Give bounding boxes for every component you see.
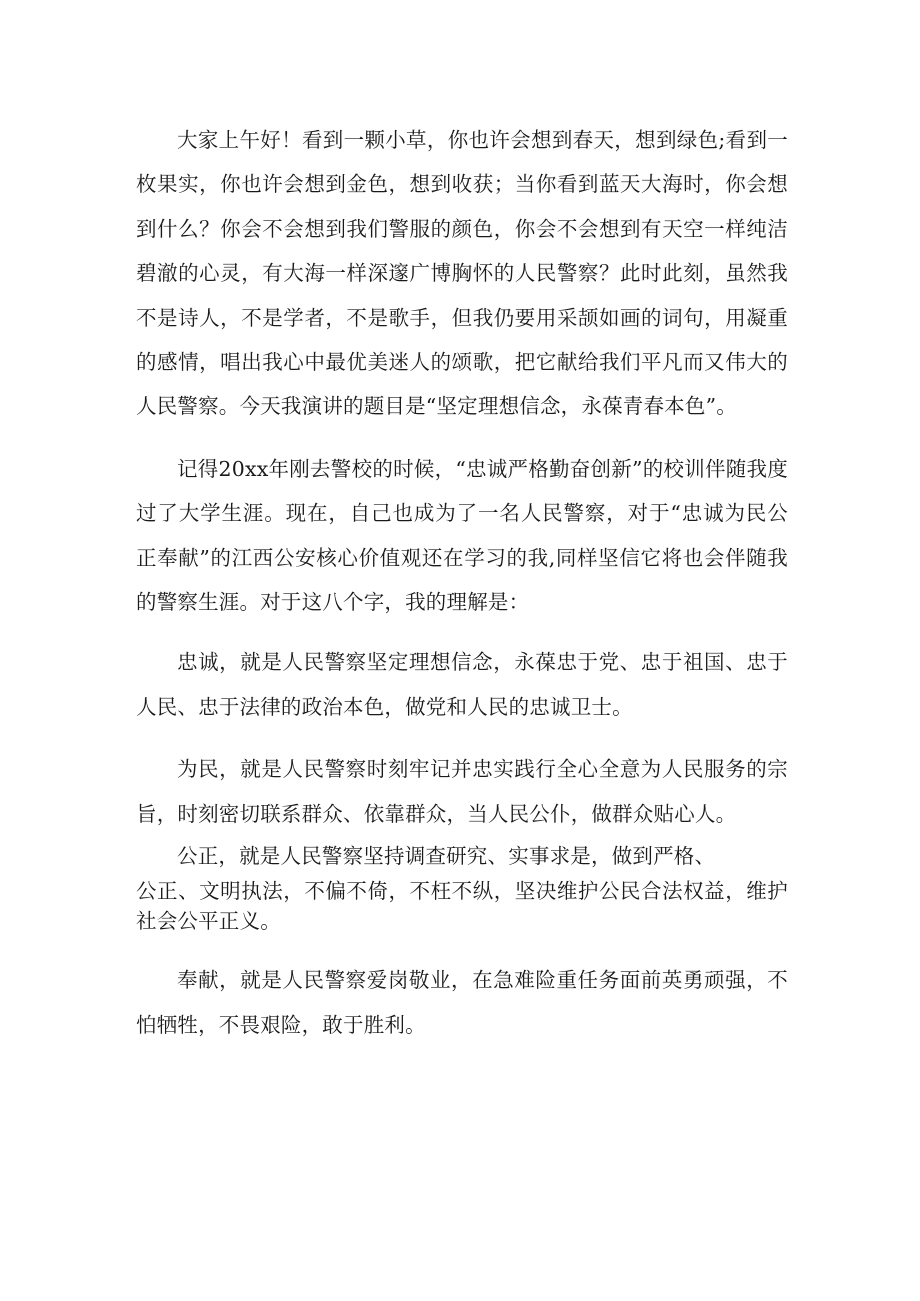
paragraph-justice-continued: 公正、文明执法，不偏不倚，不枉不纵，坚决维护公民合法权益，维护社会公平正义。 xyxy=(136,879,788,934)
paragraph-school-motto: 记得20xx年刚去警校的时候，“忠诚严格勤奋创新”的校训伴随我度过了大学生涯。现在，自己也成为了一名人民警察，对于“忠诚为民公正奉献”的江西公安核心价值观还在学习的我,同样坚信它将也会伴随我的警察生涯。对于这八个字，我的理解是： xyxy=(136,456,788,615)
paragraph-serve-people: 为民，就是人民警察时刻牢记并忠实践行全心全意为人民服务的宗旨，时刻密切联系群众、依靠群众，当人民公仆，做群众贴心人。 xyxy=(136,757,788,826)
paragraph-loyalty: 忠诚，就是人民警察坚定理想信念，永葆忠于党、忠于祖国、忠于人民、忠于法律的政治本色，做党和人民的忠诚卫士。 xyxy=(136,650,788,719)
paragraph-dedication: 奉献，就是人民警察爱岗敬业，在急难险重任务面前英勇顽强，不怕牺牲，不畏艰险，敢于胜利。 xyxy=(136,968,788,1037)
paragraph-justice: 公正，就是人民警察坚持调查研究、实事求是，做到严格、 xyxy=(177,844,716,869)
paragraph-greeting: 大家上午好！看到一颗小草，你也许会想到春天，想到绿色;看到一枚果实，你也许会想到金色，想到收获；当你看到蓝天大海时，你会想到什么？你会不会想到我们警服的颜色，你会不会想到有天空一样纯洁碧澈的心灵，有大海一样深邃广博胸怀的人民警察？此时此刻，虽然我不是诗人，不是学者，不是歌手，但我仍要用采颉如画的词句，用凝重的感情，唱出我心中最优美迷人的颂歌，把它献给我们平凡而又伟大的人民警察。今天我演讲的题目是“坚定理想信念，永葆青春本色”。 xyxy=(136,128,788,419)
document-body xyxy=(136,118,788,1047)
